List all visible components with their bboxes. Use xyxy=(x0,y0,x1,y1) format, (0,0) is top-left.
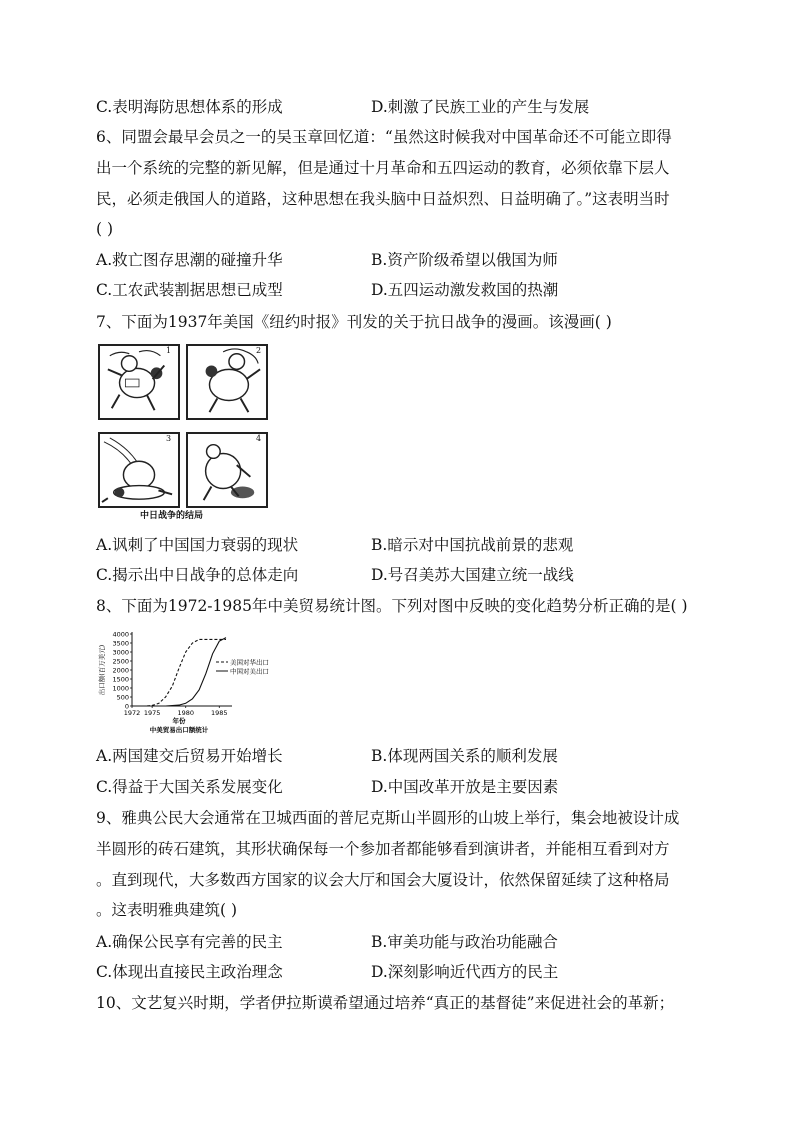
q8-option-a: A.两国建交后贸易开始增长 xyxy=(96,747,283,765)
trade-chart-svg xyxy=(96,628,288,736)
cartoon-panel-2 xyxy=(186,344,268,420)
y-tick-label: 3000 xyxy=(112,648,129,657)
cartoon-panel-1 xyxy=(98,344,180,420)
q6-stem-line-1: 6、同盟会最早会员之一的吴玉章回忆道：“虽然这时候我对中国革命还不可能立即得 xyxy=(96,128,672,146)
cartoon-panel-3 xyxy=(98,432,180,508)
q9-option-c: C.体现出直接民主政治理念 xyxy=(96,963,283,981)
cartoon-caption: 中日战争的结局 xyxy=(140,511,204,521)
cartoon-panel-4 xyxy=(186,432,268,508)
q6-option-b: B.资产阶级希望以俄国为师 xyxy=(371,251,558,269)
y-axis-label: 出口额(百万美元) xyxy=(98,644,106,696)
x-tick-label: 1980 xyxy=(177,709,194,717)
q9-stem-line-3: 。直到现代，大多数西方国家的议会大厅和国会大厦设计，依然保留延续了这种格局 xyxy=(96,871,670,889)
q9-option-a: A.确保公民享有完善的民主 xyxy=(96,933,283,951)
q10-stem: 10、文艺复兴时期，学者伊拉斯谟希望通过培养“真正的基督徒”来促进社会的革新； xyxy=(96,994,675,1012)
q7-option-a: A.讽刺了中国国力衰弱的现状 xyxy=(96,536,299,554)
q6-option-c: C.工农武装割据思想已成型 xyxy=(96,281,283,299)
legend-label-2: 中国对美出口 xyxy=(230,667,269,676)
y-tick-label: 0 xyxy=(124,702,129,711)
q8-option-d: D.中国改革开放是主要因素 xyxy=(371,778,559,796)
q8-option-b: B.体现两国关系的顺利发展 xyxy=(371,747,558,765)
q6-option-d: D.五四运动激发救国的热潮 xyxy=(371,281,559,299)
q8-stem: 8、下面为1972-1985年中美贸易统计图。下列对图中反映的变化趋势分析正确的是( ) xyxy=(96,597,688,615)
q7-option-b: B.暗示对中国抗战前景的悲观 xyxy=(371,536,574,554)
q9-stem-line-1: 9、雅典公民大会通常在卫城西面的普尼克斯山半圆形的山坡上举行，集会地被设计成 xyxy=(96,809,680,827)
panel-number-4: 4 xyxy=(256,434,262,443)
q6-answer-blank: ( ) xyxy=(96,220,114,238)
q7-option-c: C.揭示出中日战争的总体走向 xyxy=(96,566,299,584)
q9-stem-line-4: 。这表明雅典建筑( ) xyxy=(96,901,238,919)
q7-stem: 7、下面为1937年美国《纽约时报》刊发的关于抗日战争的漫画。该漫画( ) xyxy=(96,313,612,331)
y-tick-label: 3500 xyxy=(112,639,129,648)
panel-number-2: 2 xyxy=(256,346,262,355)
q7-option-d: D.号召美苏大国建立统一战线 xyxy=(371,566,574,584)
trade-chart xyxy=(96,628,288,736)
x-axis-label: 年份 xyxy=(172,717,186,725)
panel-number-3: 3 xyxy=(166,434,172,443)
q6-option-a: A.救亡图存思潮的碰撞升华 xyxy=(96,251,283,269)
q9-option-d: D.深刻影响近代西方的民主 xyxy=(371,963,559,981)
y-tick-label: 4000 xyxy=(112,630,129,639)
y-tick-label: 1000 xyxy=(112,684,129,693)
chart-title: 中美贸易出口额统计 xyxy=(149,726,209,734)
legend-label-1: 美国对华出口 xyxy=(230,658,269,667)
y-tick-label: 1500 xyxy=(112,675,129,684)
q6-stem-line-3: 民，必须走俄国人的道路，这种思想在我头脑中日益炽烈、日益明确了。”这表明当时 xyxy=(96,190,670,208)
q9-option-b: B.审美功能与政治功能融合 xyxy=(371,933,558,951)
q8-option-c: C.得益于大国关系发展变化 xyxy=(96,778,283,796)
panel-number-1: 1 xyxy=(166,346,172,355)
y-tick-label: 2500 xyxy=(112,657,129,666)
q5-option-d: D.刺激了民族工业的产生与发展 xyxy=(371,98,590,116)
x-tick-label: 1985 xyxy=(211,709,228,717)
y-tick-label: 500 xyxy=(116,693,129,702)
q9-stem-line-2: 半圆形的砖石建筑，其形状确保每一个参加者都能够看到演讲者，并能相互看到对方 xyxy=(96,840,670,858)
war-cartoon xyxy=(96,340,271,522)
q6-stem-line-2: 出一个系统的完整的新见解，但是通过十月革命和五四运动的教育，必须依靠下层人 xyxy=(96,159,670,177)
x-tick-label: 1975 xyxy=(143,709,161,717)
series-line-1 xyxy=(132,639,226,706)
x-tick-label: 1972 xyxy=(123,709,141,717)
q5-option-c: C.表明海防思想体系的形成 xyxy=(96,98,283,116)
y-tick-label: 2000 xyxy=(112,666,129,675)
series-line-2 xyxy=(132,638,226,706)
